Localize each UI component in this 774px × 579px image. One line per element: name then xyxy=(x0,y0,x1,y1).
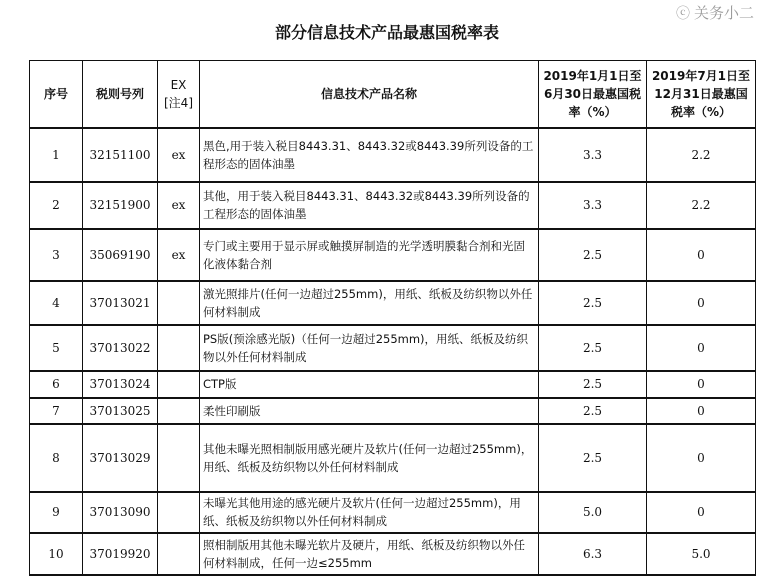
table-row xyxy=(30,424,756,492)
product-name: 其他，用于装入税目8443.31、8443.32或8443.39所列设备的工程形态的固体油墨 xyxy=(200,182,539,229)
header-no: 序号 xyxy=(30,61,83,128)
rate-h1: 2.5 xyxy=(539,371,647,398)
rate-h1: 3.3 xyxy=(539,182,647,229)
table-row xyxy=(30,398,756,424)
rate-h1: 5.0 xyxy=(539,492,647,533)
row-number: 9 xyxy=(30,492,83,533)
row-number: 5 xyxy=(30,325,83,371)
rate-h1: 2.5 xyxy=(539,424,647,492)
rate-h2: 0 xyxy=(647,371,756,398)
rate-h2: 0 xyxy=(647,281,756,325)
row-number: 1 xyxy=(30,128,83,182)
product-name: 黑色,用于装入税目8443.31、8443.32或8443.39所列设备的工程形态的固体油墨 xyxy=(200,128,539,182)
header-row xyxy=(30,61,756,128)
row-number: 10 xyxy=(30,533,83,575)
tariff-code: 37013021 xyxy=(83,281,158,325)
header-name: 信息技术产品名称 xyxy=(200,61,539,128)
rate-h1: 2.5 xyxy=(539,281,647,325)
row-number: 8 xyxy=(30,424,83,492)
table-row xyxy=(30,492,756,533)
rate-h2: 0 xyxy=(647,398,756,424)
product-name: 未曝光其他用途的感光硬片及软片(任何一边超过255mm)，用纸、纸板及纺织物以外任何材料制成 xyxy=(200,492,539,533)
ex-flag xyxy=(158,398,200,424)
product-name: 柔性印刷版 xyxy=(200,398,539,424)
ex-flag: ex xyxy=(158,182,200,229)
header-rate1: 2019年1月1日至6月30日最惠国税率（%） xyxy=(539,61,647,128)
rate-h2: 0 xyxy=(647,424,756,492)
header-code: 税则号列 xyxy=(83,61,158,128)
table-row xyxy=(30,128,756,182)
tariff-code: 37013024 xyxy=(83,371,158,398)
rate-h2: 2.2 xyxy=(647,182,756,229)
product-name: CTP版 xyxy=(200,371,539,398)
tax-rate-table xyxy=(29,60,756,576)
ex-flag xyxy=(158,281,200,325)
ex-flag xyxy=(158,371,200,398)
watermark xyxy=(676,4,754,23)
tariff-code: 37013029 xyxy=(83,424,158,492)
rate-h1: 2.5 xyxy=(539,398,647,424)
product-name: 照相制版用其他未曝光软片及硬片，用纸、纸板及纺织物以外任何材料制成，任何一边≤255mm xyxy=(200,533,539,575)
rate-h2: 2.2 xyxy=(647,128,756,182)
row-number: 4 xyxy=(30,281,83,325)
table-row xyxy=(30,533,756,575)
ex-flag xyxy=(158,533,200,575)
rate-h1: 6.3 xyxy=(539,533,647,575)
rate-h2: 0 xyxy=(647,492,756,533)
row-number: 7 xyxy=(30,398,83,424)
table-row xyxy=(30,229,756,281)
row-number: 3 xyxy=(30,229,83,281)
tariff-code: 32151900 xyxy=(83,182,158,229)
table-row xyxy=(30,325,756,371)
table-row xyxy=(30,371,756,398)
ex-flag xyxy=(158,492,200,533)
header-ex: EX [注4] xyxy=(158,61,200,128)
table-row xyxy=(30,281,756,325)
ex-flag xyxy=(158,325,200,371)
tariff-code: 35069190 xyxy=(83,229,158,281)
row-number: 2 xyxy=(30,182,83,229)
header-rate2: 2019年7月1日至12月31日最惠国税率（%） xyxy=(647,61,756,128)
tariff-code: 37013090 xyxy=(83,492,158,533)
rate-h1: 3.3 xyxy=(539,128,647,182)
rate-h2: 5.0 xyxy=(647,533,756,575)
rate-h2: 0 xyxy=(647,229,756,281)
rate-h1: 2.5 xyxy=(539,229,647,281)
ex-flag: ex xyxy=(158,229,200,281)
tariff-code: 37013025 xyxy=(83,398,158,424)
tariff-code: 37013022 xyxy=(83,325,158,371)
product-name: 其他未曝光照相制版用感光硬片及软片(任何一边超过255mm)，用纸、纸板及纺织物以外任何材料制成 xyxy=(200,424,539,492)
rate-h2: 0 xyxy=(647,325,756,371)
row-number: 6 xyxy=(30,371,83,398)
ex-flag: ex xyxy=(158,128,200,182)
wechat-icon: ⓒ xyxy=(675,6,690,22)
table-row xyxy=(30,182,756,229)
tariff-code: 32151100 xyxy=(83,128,158,182)
product-name: 专门或主要用于显示屏或触摸屏制造的光学透明膜黏合剂和光固化液体黏合剂 xyxy=(200,229,539,281)
tariff-code: 37019920 xyxy=(83,533,158,575)
page-title: 部分信息技术产品最惠国税率表 xyxy=(274,23,499,42)
watermark-text: 关务小二 xyxy=(693,4,754,22)
rate-h1: 2.5 xyxy=(539,325,647,371)
product-name: PS版(预涂感光版)（任何一边超过255mm)，用纸、纸板及纺织物以外任何材料制成 xyxy=(200,325,539,371)
product-name: 激光照排片(任何一边超过255mm)，用纸、纸板及纺织物以外任何材料制成 xyxy=(200,281,539,325)
ex-flag xyxy=(158,424,200,492)
